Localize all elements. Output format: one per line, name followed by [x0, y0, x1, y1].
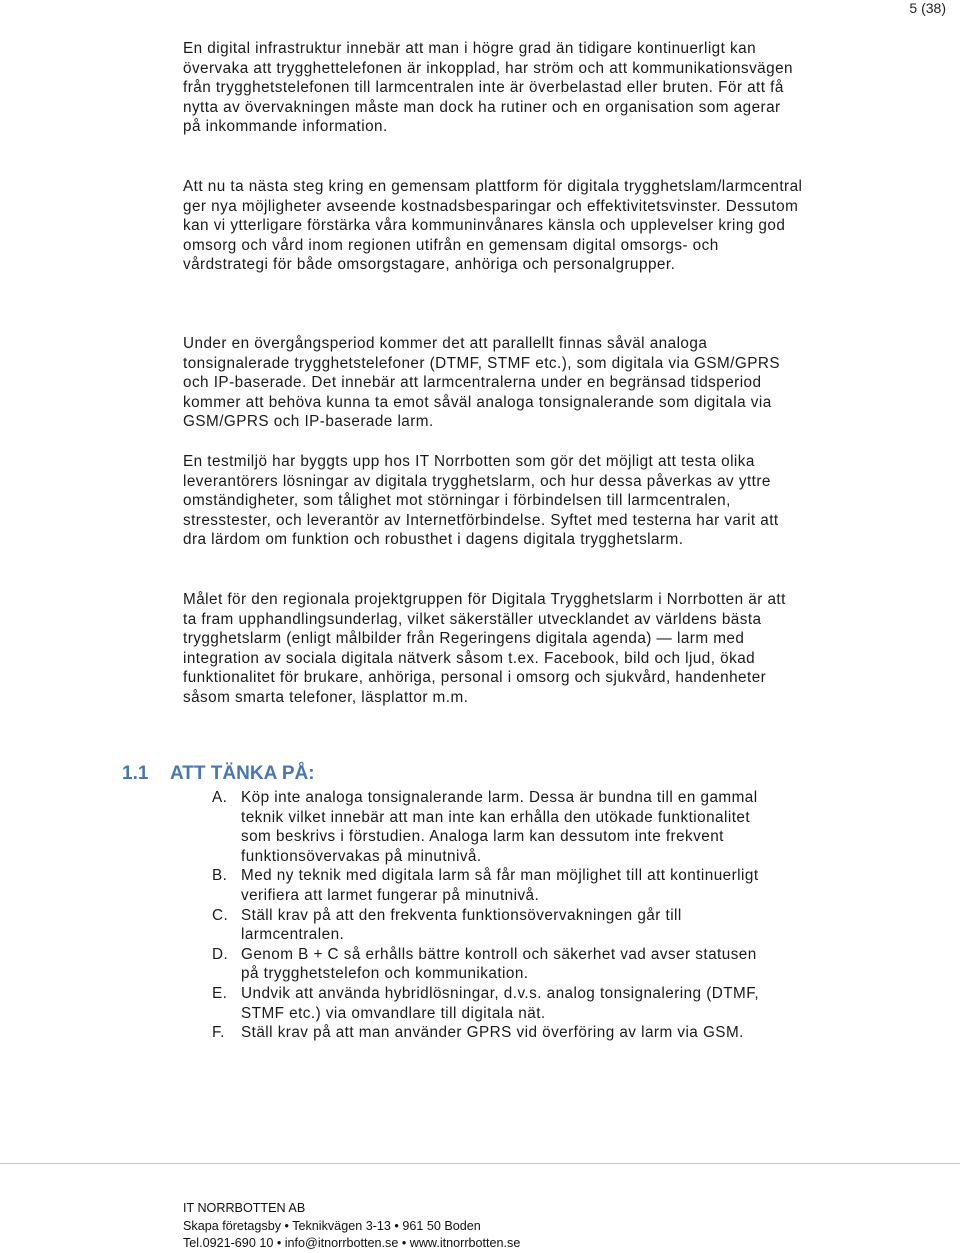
list-item — [212, 788, 772, 866]
paragraph-text: En testmiljö har byggts upp hos IT Norrbotten som gör det möjligt att testa olika leverantörers lösningar av digitala trygghetslarm, och hur dessa påverkas av yttre omständigheter, som tålighet mot störningar i förbindelsen till larmcentralen, stresstester, och leverantör av Internetförbindelse. Syftet med testerna har varit att dra lärdom om funktion och robusthet i dagens digitala trygghetslarm. — [183, 453, 779, 549]
list-item-text: Med ny teknik med digitala larm så får man möjlighet till att kontinuerligt verifiera att larmet fungerar på minutnivå. — [241, 867, 759, 904]
checklist — [212, 788, 772, 1043]
page-number: 5 (38) — [909, 0, 946, 16]
section-number: 1.1 — [122, 763, 149, 784]
list-item-text: Köp inte analoga tonsignalerande larm. Dessa är bundna till en gammal teknik vilket innebär att man inte kan erhålla den utökade funktionalitet som beskrivs i förstudien. Analoga larm kan dessutom inte frekvent funktionsövervakas på minutnivå. — [241, 789, 758, 865]
footer-company: IT NORRBOTTEN AB — [183, 1201, 306, 1215]
footer — [183, 1200, 520, 1253]
footer-address: Skapa företagsby • Teknikvägen 3-13 • 961 50 Boden — [183, 1218, 481, 1233]
list-item-letter: A. — [212, 789, 228, 806]
paragraph-text: Att nu ta nästa steg kring en gemensam plattform för digitala trygghetslam/larmcentral ger nya möjligheter avseende kostnadsbesparingar och effektivitetsvinster. Dessutom kan vi ytterligare förstärka våra kommuninvånares känsla och upplevelser kring god omsorg och vård inom regionen utifrån en gemensam digital omsorgs- och vårdstrategi för både omsorgstagare, anhöriga och personalgrupper. — [183, 178, 803, 274]
list-item — [212, 1023, 772, 1043]
list-item-letter: C. — [212, 906, 229, 924]
list-item-text: Ställ krav på att den frekventa funktionsövervakningen går till larmcentralen. — [241, 906, 682, 944]
paragraph-project-goal — [183, 590, 803, 708]
list-item — [212, 984, 772, 1023]
paragraph-transition-period — [183, 334, 803, 432]
paragraph-digital-infrastructure — [183, 39, 803, 137]
list-item-letter: E. — [212, 984, 228, 1002]
paragraph-text: Målet för den regionala projektgruppen för Digitala Trygghetslarm i Norrbotten är att ta fram upphandlingsunderlag, vilket säkerställer utvecklandet av världens bästa trygghetslarm (enligt målbilder från Regeringens digitala agenda) — larm med integration av sociala digitala nätverk såsom t.ex. Facebook, bild och ljud, ökad funktionalitet för brukare, anhöriga, personal i omsorg och sjukvård, handenheter såsom smarta telefoner, läsplattor m.m. — [183, 591, 786, 706]
section-heading — [122, 763, 315, 785]
list-item-letter: F. — [212, 1024, 225, 1042]
list-item — [212, 945, 772, 984]
section-title: ATT TÄNKA PÅ: — [170, 763, 315, 784]
footer-contact: Tel.0921-690 10 • info@itnorrbotten.se • www.itnorrbotten.se — [183, 1236, 521, 1250]
paragraph-text: En digital infrastruktur innebär att man i högre grad än tidigare kontinuerligt kan övervaka att trygghettelefonen är inkopplad, har ström och att kommunikationsvägen från trygghetstelefonen till larmcentralen inte är överbelastad eller bruten. För att få nytta av övervakningen måste man dock ha rutiner och en organisation som agerar på inkommande information. — [183, 40, 794, 136]
list-item-letter: B. — [212, 867, 228, 885]
list-item — [212, 866, 772, 905]
list-item-text: Genom B + C så erhålls bättre kontroll och säkerhet vad avser statusen på trygghetstelefon och kommunikation. — [241, 945, 757, 983]
paragraph-text: Under en övergångsperiod kommer det att parallellt finnas såväl analoga tonsignalerade trygghetstelefoner (DTMF, STMF etc.), som digitala via GSM/GPRS och IP-baserade. Det innebär att larmcentralerna under en begränsad tidsperiod kommer att behöva kunna ta emot såväl analoga tonsignalerande som digitala via GSM/GPRS och IP-baserade larm. — [183, 335, 781, 431]
paragraph-common-platform — [183, 177, 803, 275]
list-item-text: Undvik att använda hybridlösningar, d.v.s. analog tonsignalering (DTMF, STMF etc.) via omvandlare till digitala nät. — [241, 984, 760, 1022]
list-item-text: Ställ krav på att man använder GPRS vid överföring av larm via GSM. — [241, 1024, 744, 1042]
list-item — [212, 906, 772, 945]
list-item-letter: D. — [212, 945, 229, 963]
footer-divider — [0, 1163, 960, 1164]
paragraph-test-environment — [183, 452, 803, 550]
